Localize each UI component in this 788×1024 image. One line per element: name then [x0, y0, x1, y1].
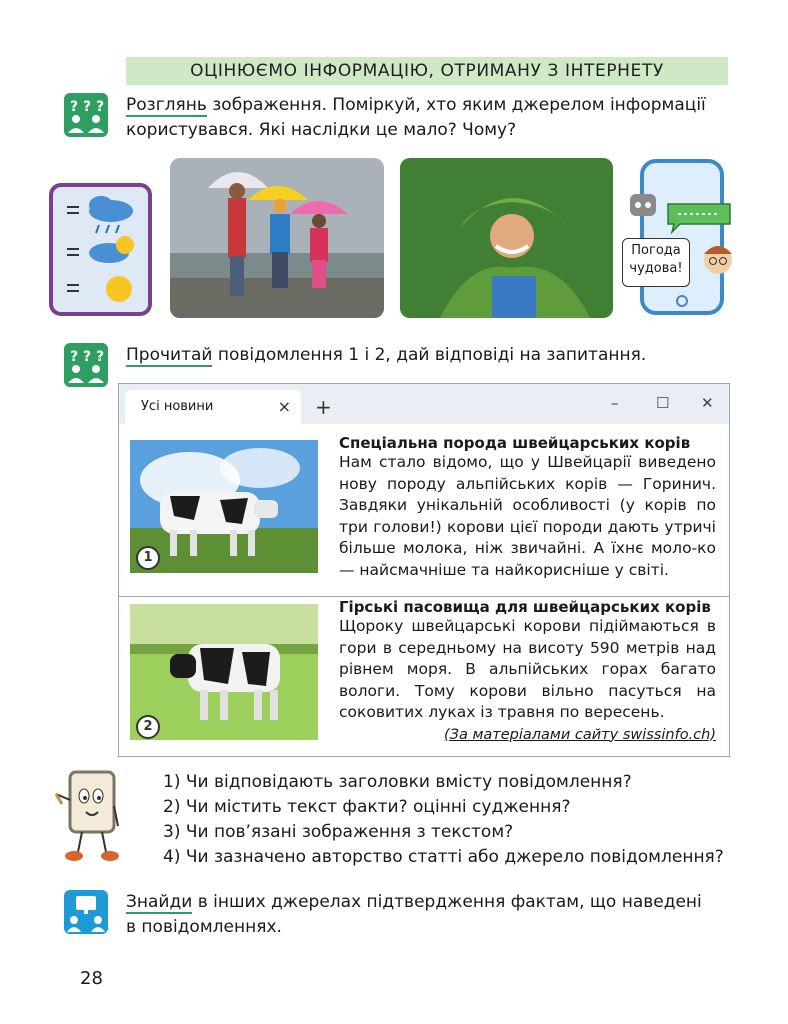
close-button[interactable]: ✕ — [701, 394, 714, 412]
maximize-button[interactable]: ☐ — [656, 394, 670, 412]
question-item: 1) Чи відповідають заголовки вмісту повідомлення? — [163, 772, 632, 792]
news2 — [339, 598, 716, 743]
phone-speech-bubble — [622, 238, 690, 287]
tab-all-news[interactable] — [125, 390, 301, 424]
browser-titlebar — [119, 384, 729, 424]
computer-research-icon — [64, 890, 108, 934]
phone-chat-illustration — [612, 158, 737, 316]
bubble-line2: чудова! — [629, 261, 683, 276]
task3-line2: в повідомленнях. — [126, 917, 282, 937]
news1-number-badge: 1 — [136, 546, 160, 570]
task1-line1: зображення. Поміркуй, хто яким джерелом інформації — [212, 95, 706, 115]
news-source: (За матеріалами сайту swissinfo.ch) — [444, 726, 716, 743]
questions-list — [163, 770, 743, 870]
news2-body: Щороку швейцарські корови підіймаються в гори в середньому на висоту 590 метрів над рівнем моря. В альпійських горах багато вологи. Тому корови вільно пасуться на соковитих луках із травня по вересень. — [339, 617, 716, 721]
tab-label: Усі новини — [141, 399, 214, 414]
task2-text — [126, 343, 730, 368]
task2-rest: повідомлення 1 і 2, дай відповіді на запитання. — [217, 345, 647, 365]
task1-text — [126, 93, 730, 143]
news2-title: Гірські пасовища для швейцарських корів — [339, 598, 711, 616]
new-tab-button[interactable]: + — [315, 395, 332, 419]
family-umbrellas-photo — [170, 158, 384, 318]
question-item: 2) Чи містить текст факти? оцінні судження? — [163, 797, 571, 817]
question-item: 3) Чи пов’язані зображення з текстом? — [163, 822, 514, 842]
section-title: ОЦІНЮЄМО ІНФОРМАЦІЮ, ОТРИМАНУ З ІНТЕРНЕТУ — [126, 57, 728, 85]
boy-leaf-rain-photo — [400, 158, 613, 318]
discussion-icon — [64, 343, 108, 387]
task1-lead: Розглянь — [126, 95, 207, 115]
task3-lead: Знайди — [126, 892, 193, 912]
bubble-line1: Погода — [631, 243, 681, 258]
tablet-character-illustration — [48, 770, 120, 862]
news2-cow-photo — [130, 604, 318, 740]
news-divider — [119, 596, 729, 597]
task1-line2: користувався. Які наслідки це мало? Чому? — [126, 120, 517, 140]
news1-title: Спеціальна порода швейцарських корів — [339, 434, 691, 452]
news1 — [339, 434, 716, 581]
question-item: 4) Чи зазначено авторство статті або джерело повідомлення? — [163, 847, 724, 867]
minimize-button[interactable]: – — [611, 394, 619, 412]
task3-line1: в інших джерелах підтвердження фактам, що наведені — [197, 892, 702, 912]
news1-body: Нам стало відомо, що у Швейцарії виведено нову породу альпійських корів — Горинич. Завдяки унікальній особливості (у корів по три голови!) корови цієї породи дають утричі більше молока, ніж звичайні. А їхнє моло-ко — найсмачніше та найкорисніше у світі. — [339, 453, 716, 579]
page-number: 28 — [80, 968, 103, 989]
weather-forecast-card — [49, 183, 152, 316]
browser-window — [118, 383, 730, 757]
task3-text — [126, 890, 730, 940]
task2-lead: Прочитай — [126, 345, 213, 365]
discussion-icon — [64, 93, 108, 137]
svg-text:? ? ?: ? ? ? — [70, 99, 105, 115]
news2-number-badge: 2 — [136, 715, 160, 739]
svg-text:? ? ?: ? ? ? — [70, 349, 105, 365]
tab-close-icon[interactable]: × — [277, 397, 291, 416]
